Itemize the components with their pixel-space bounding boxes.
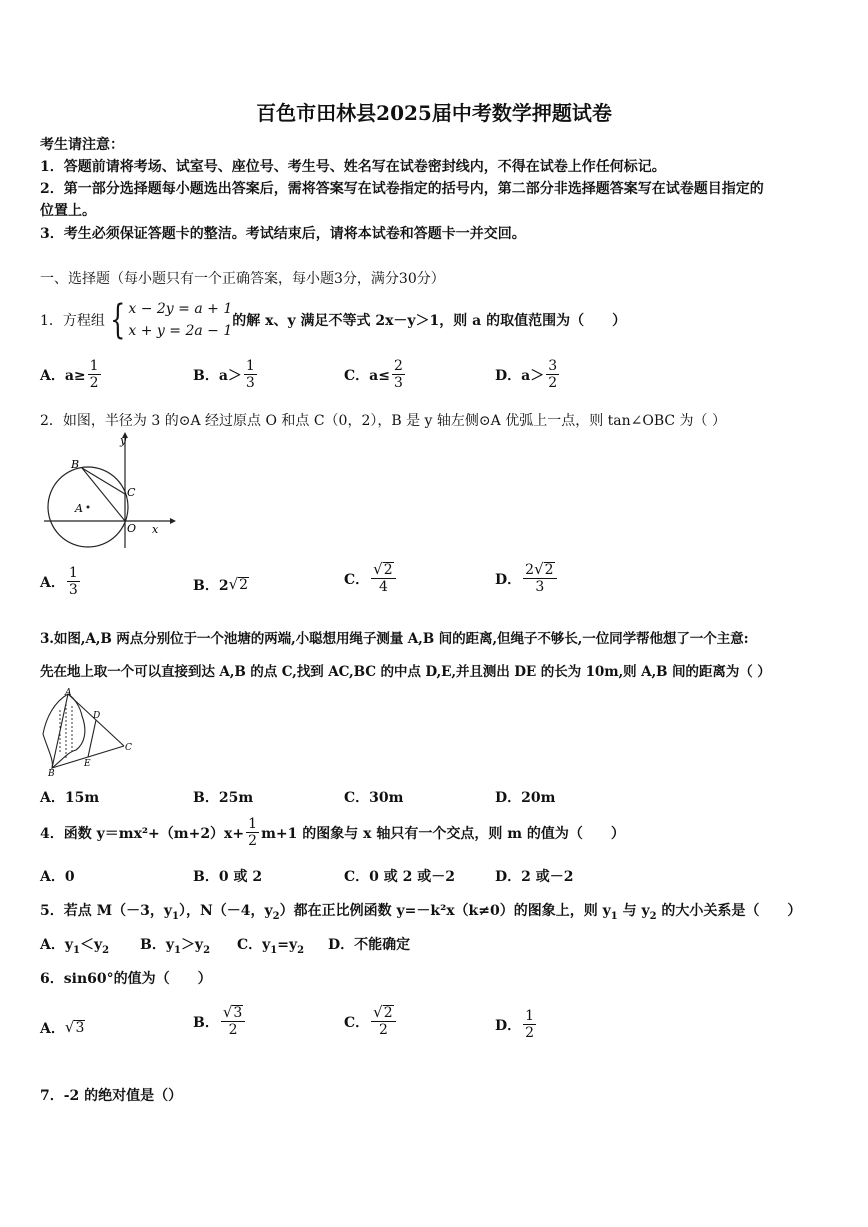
option-label: C．a≤	[344, 367, 390, 384]
question-3-line-1: 3.如图,A,B 两点分别位于一个池塘的两端,小聪想用绳子测量 A,B 间的距离,但绳子不够长,一位同学帮他想了一个主意:	[40, 631, 749, 647]
label-x: x	[152, 523, 159, 536]
frac-den: 2	[525, 1025, 535, 1042]
subscript: 1	[172, 910, 179, 922]
frac-den: 2	[89, 375, 99, 392]
q1-prefix: 1．方程组	[40, 313, 105, 329]
option-text: ＜y	[79, 937, 103, 953]
notice-item-3: 3．考生必须保证答题卡的整洁。考试结束后，请将本试卷和答题卡一并交回。	[40, 226, 526, 242]
subscript: 2	[272, 910, 280, 922]
option-label: A．	[40, 1021, 65, 1037]
sqrt-icon: √	[228, 575, 239, 594]
coefficient: 2	[525, 562, 535, 578]
frac-den: 3	[245, 375, 255, 392]
frac-num: 2	[393, 358, 403, 374]
frac-den: 4	[378, 579, 388, 596]
radicand: 3	[75, 1020, 85, 1037]
option-label: B．	[193, 1014, 219, 1031]
q4-after: m+1 的图象与 x 轴只有一个交点，则 m 的值为（ ）	[261, 825, 625, 842]
frac-num: 1	[89, 358, 99, 374]
frac-den: 2	[548, 375, 558, 392]
circle-figure	[40, 432, 180, 552]
notice-item-1: 1．答题前请将考场、试室号、座位号、考生号、姓名写在试卷密封线内，不得在试卷上作任何标记。	[40, 159, 666, 175]
q6-option-b[interactable]	[193, 1005, 247, 1038]
q5-part: 与 y	[617, 903, 650, 919]
label-a: A	[65, 688, 72, 698]
q4-option-c[interactable]: C．0 或 2 或－2	[344, 869, 455, 885]
q5-option-b[interactable]	[140, 934, 210, 956]
sqrt-icon: √	[222, 1003, 233, 1021]
brace-icon: {	[110, 297, 126, 343]
option-label: C．	[344, 571, 370, 588]
option-label: A．a≥	[40, 367, 86, 384]
q5-part: ）都在正比例函数 y=－k²x（k≠0）的图象上，则 y	[279, 903, 611, 919]
label-o: O	[127, 522, 137, 535]
equation-system	[105, 298, 232, 342]
radicand: 3	[233, 1005, 243, 1021]
option-text: C．y	[237, 937, 271, 953]
q5-part: 的大小关系是（ ）	[656, 903, 802, 919]
q2-option-d[interactable]	[495, 562, 559, 595]
question-3-line-2: 先在地上取一个可以直接到达 A,B 的点 C,找到 AC,BC 的中点 D,E,并且测出 DE 的长为 10m,则 A,B 间的距离为（ ）	[40, 664, 771, 680]
radicand: 2	[239, 577, 249, 594]
subscript: 1	[610, 910, 618, 922]
notice-heading: 考生请注意：	[40, 137, 124, 153]
question-1	[40, 298, 626, 342]
q2-option-b[interactable]	[193, 575, 249, 595]
q4-before: 4．函数 y＝mx²+（m+2）x+	[40, 825, 245, 842]
q2-option-a[interactable]	[40, 565, 82, 598]
q5-part: ），N（－4，y	[178, 903, 273, 919]
frac-num: 3	[548, 358, 558, 374]
q5-option-a[interactable]	[40, 934, 109, 956]
option-label: D．a＞	[495, 367, 545, 384]
frac-den: 2	[228, 1022, 238, 1039]
q2-option-c[interactable]	[344, 562, 398, 595]
radicand: 2	[383, 562, 393, 578]
radicand: 2	[544, 562, 554, 578]
question-5	[40, 900, 801, 922]
q4-option-b[interactable]: B．0 或 2	[193, 869, 263, 885]
sqrt-icon: √	[64, 1018, 75, 1037]
q5-option-d[interactable]: D．不能确定	[328, 937, 411, 953]
option-text: A．y	[40, 937, 73, 953]
q3-option-a[interactable]: A．15m	[40, 790, 100, 806]
label-b: B	[71, 458, 80, 471]
q1-option-a[interactable]	[40, 358, 103, 391]
notice-item-2-cont: 位置上。	[40, 203, 96, 219]
q4-option-a[interactable]: A．0	[40, 869, 75, 885]
equation-1: x − 2y = a + 1	[128, 301, 233, 317]
q3-option-c[interactable]: C．30m	[344, 790, 404, 806]
q5-option-c[interactable]	[237, 934, 304, 956]
q6-option-d[interactable]	[495, 1008, 538, 1041]
notice-item-2: 2．第一部分选择题每小题选出答案后，需将答案写在试卷指定的括号内，第二部分非选择题答案写在试卷题目指定的	[40, 181, 764, 197]
sqrt-icon: √	[373, 1003, 383, 1021]
subscript: 2	[102, 944, 110, 956]
label-y: y	[120, 434, 127, 447]
subscript: 1	[270, 944, 278, 956]
label-a: A	[75, 502, 83, 515]
subscript: 1	[73, 944, 80, 956]
option-label: B．2	[193, 578, 229, 594]
subscript: 2	[297, 944, 305, 956]
q3-option-d[interactable]: D．20m	[495, 790, 556, 806]
q1-option-b[interactable]	[193, 358, 259, 391]
subscript: 1	[173, 944, 181, 956]
q6-option-a[interactable]	[40, 1018, 85, 1038]
option-text: ＞y	[180, 937, 204, 953]
option-label: C．	[344, 1014, 370, 1031]
q6-option-c[interactable]	[344, 1005, 398, 1038]
frac-num: 1	[525, 1008, 535, 1024]
page-title: 百色市田林县2025届中考数学押题试卷	[256, 101, 612, 125]
frac-den: 2	[248, 833, 258, 850]
label-c: C	[127, 486, 136, 499]
frac-num: 1	[245, 358, 255, 374]
sqrt-icon: √	[373, 560, 383, 578]
option-text: =y	[277, 937, 298, 953]
question-6: 6．sin60°的值为（ ）	[40, 971, 212, 987]
section-heading: 一、选择题（每小题只有一个正确答案，每小题3分，满分30分）	[40, 271, 445, 287]
frac-num: 1	[68, 565, 78, 581]
frac-den: 2	[378, 1022, 388, 1039]
subscript: 2	[649, 910, 657, 922]
option-label: B．a＞	[193, 367, 242, 384]
question-2: 2．如图，半径为 3 的⊙A 经过原点 O 和点 C（0，2），B 是 y 轴左侧⊙A 优弧上一点，则 tan∠OBC 为（ ）	[40, 413, 727, 429]
label-e: E	[84, 759, 91, 769]
frac-num: 1	[248, 816, 258, 832]
q3-option-b[interactable]: B．25m	[193, 790, 254, 806]
q1-suffix: 的解 x、y 满足不等式 2x－y＞1，则 a 的取值范围为（ ）	[232, 313, 627, 329]
q1-option-d[interactable]	[495, 358, 561, 391]
option-label: D．	[495, 1017, 522, 1034]
pond-figure	[38, 688, 142, 778]
question-4	[40, 816, 625, 849]
frac-den: 3	[535, 579, 545, 596]
option-text: B．y	[140, 937, 174, 953]
label-c: C	[125, 743, 132, 753]
q5-part: 5．若点 M（－3，y	[40, 903, 172, 919]
question-7: 7．-2 的绝对值是（）	[40, 1088, 183, 1104]
radicand: 2	[383, 1005, 393, 1021]
sqrt-icon: √	[534, 560, 544, 578]
equation-2: x + y = 2a − 1	[128, 323, 233, 339]
q4-option-d[interactable]: D．2 或－2	[495, 869, 574, 885]
subscript: 2	[203, 944, 211, 956]
frac-den: 3	[68, 582, 78, 599]
option-label: D．	[495, 571, 522, 588]
label-b: B	[48, 769, 55, 778]
frac-den: 3	[393, 375, 403, 392]
option-label: A．	[40, 574, 65, 591]
q1-option-c[interactable]	[344, 358, 407, 391]
label-d: D	[93, 711, 101, 721]
